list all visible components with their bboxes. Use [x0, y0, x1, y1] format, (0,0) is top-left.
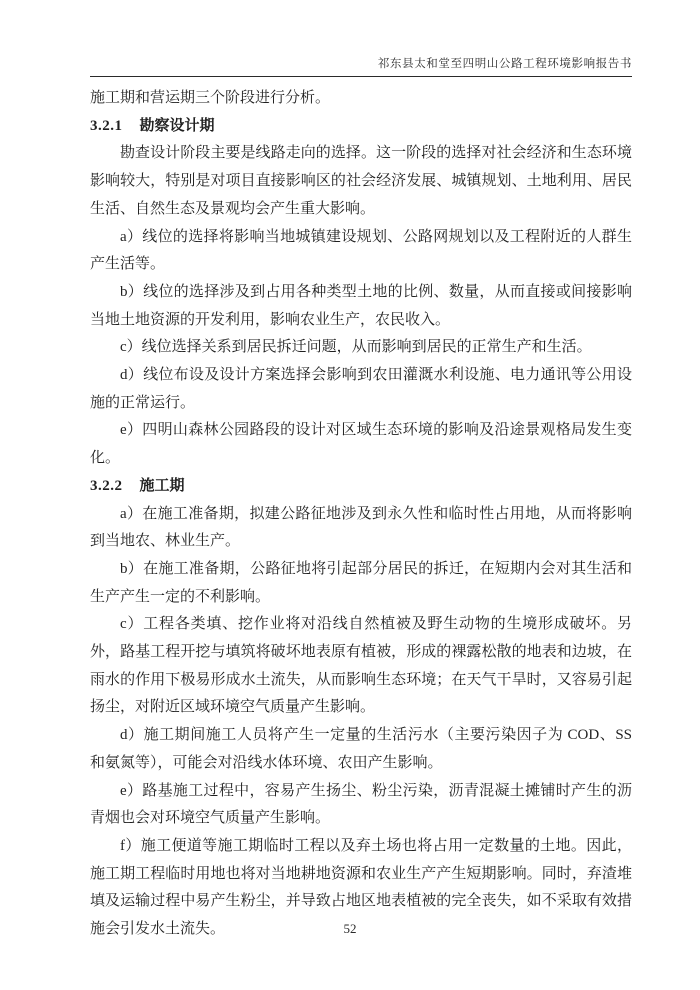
- section-heading-3-2-1: [90, 113, 632, 141]
- paragraph-item-c: c）线位选择关系到居民拆迁问题，从而影响到居民的正常生产和生活。: [120, 339, 592, 356]
- paragraph-item-b: b）在施工准备期，公路征地将引起部分居民的拆迁，在短期内会对其生活和生产产生一定的不利影响。: [90, 560, 632, 605]
- paragraph-item-f: f）施工便道等施工期临时工程以及弃土场也将占用一定数量的土地。因此，施工期工程临时用地也将对当地耕地资源和农业生产产生短期影响。同时，弃渣堆填及运输过程中易产生粉尘，并导致占地区地表植被的完全丧失，如不采取有效措施会引发水土流失。: [90, 837, 632, 938]
- paragraph-item-a: a）线位的选择将影响当地城镇建设规划、公路网规划以及工程附近的人群生产生活等。: [90, 228, 632, 273]
- page-number: 52: [343, 921, 357, 936]
- paragraph: 勘查设计阶段主要是线路走向的选择。这一阶段的选择对社会经济和生态环境影响较大，特别是对项目直接影响区的社会经济发展、城镇规划、土地利用、居民生活、自然生态及景观均会产生重大影响。: [90, 145, 632, 217]
- section-number: 3.2.2: [90, 477, 123, 494]
- page-footer: [0, 921, 700, 937]
- paragraph-item-b: b）线位的选择涉及到占用各种类型土地的比例、数量，从而直接或间接影响当地土地资源的开发利用，影响农业生产，农民收入。: [90, 283, 632, 328]
- section-number: 3.2.1: [90, 117, 123, 134]
- paragraph-item-a: a）在施工准备期，拟建公路征地涉及到永久性和临时性占用地，从而将影响到当地农、林业生产。: [90, 505, 632, 550]
- running-header-title: 祁东县太和堂至四明山公路工程环境影响报告书: [377, 58, 632, 70]
- section-title: 勘察设计期: [139, 117, 215, 134]
- section-heading-3-2-2: [90, 473, 632, 501]
- section-title: 施工期: [139, 477, 185, 494]
- paragraph-continuation: 施工期和营运期三个阶段进行分析。: [90, 90, 331, 106]
- document-body: [90, 85, 632, 944]
- page-header: [90, 55, 632, 77]
- paragraph-item-d: d）施工期间施工人员将产生一定量的生活污水（主要污染因子为 COD、SS 和氨氮等），可能会对沿线水体环境、农田产生影响。: [90, 727, 632, 771]
- paragraph-item-e: e）路基施工过程中，容易产生扬尘、粉尘污染，沥青混凝土摊铺时产生的沥青烟也会对环境空气质量产生影响。: [90, 782, 632, 827]
- paragraph-item-c: c）工程各类填、挖作业将对沿线自然植被及野生动物的生境形成破坏。另外，路基工程开挖与填筑将破坏地表原有植被，形成的裸露松散的地表和边坡，在雨水的作用下极易形成水土流失，从而影响生态环境；在天气干旱时，又容易引起扬尘，对附近区域环境空气质量产生影响。: [90, 616, 632, 716]
- paragraph-item-e: e）四明山森林公园路段的设计对区域生态环境的影响及沿途景观格局发生变化。: [90, 422, 632, 467]
- paragraph-item-d: d）线位布设及设计方案选择会影响到农田灌溉水利设施、电力通讯等公用设施的正常运行。: [90, 367, 632, 411]
